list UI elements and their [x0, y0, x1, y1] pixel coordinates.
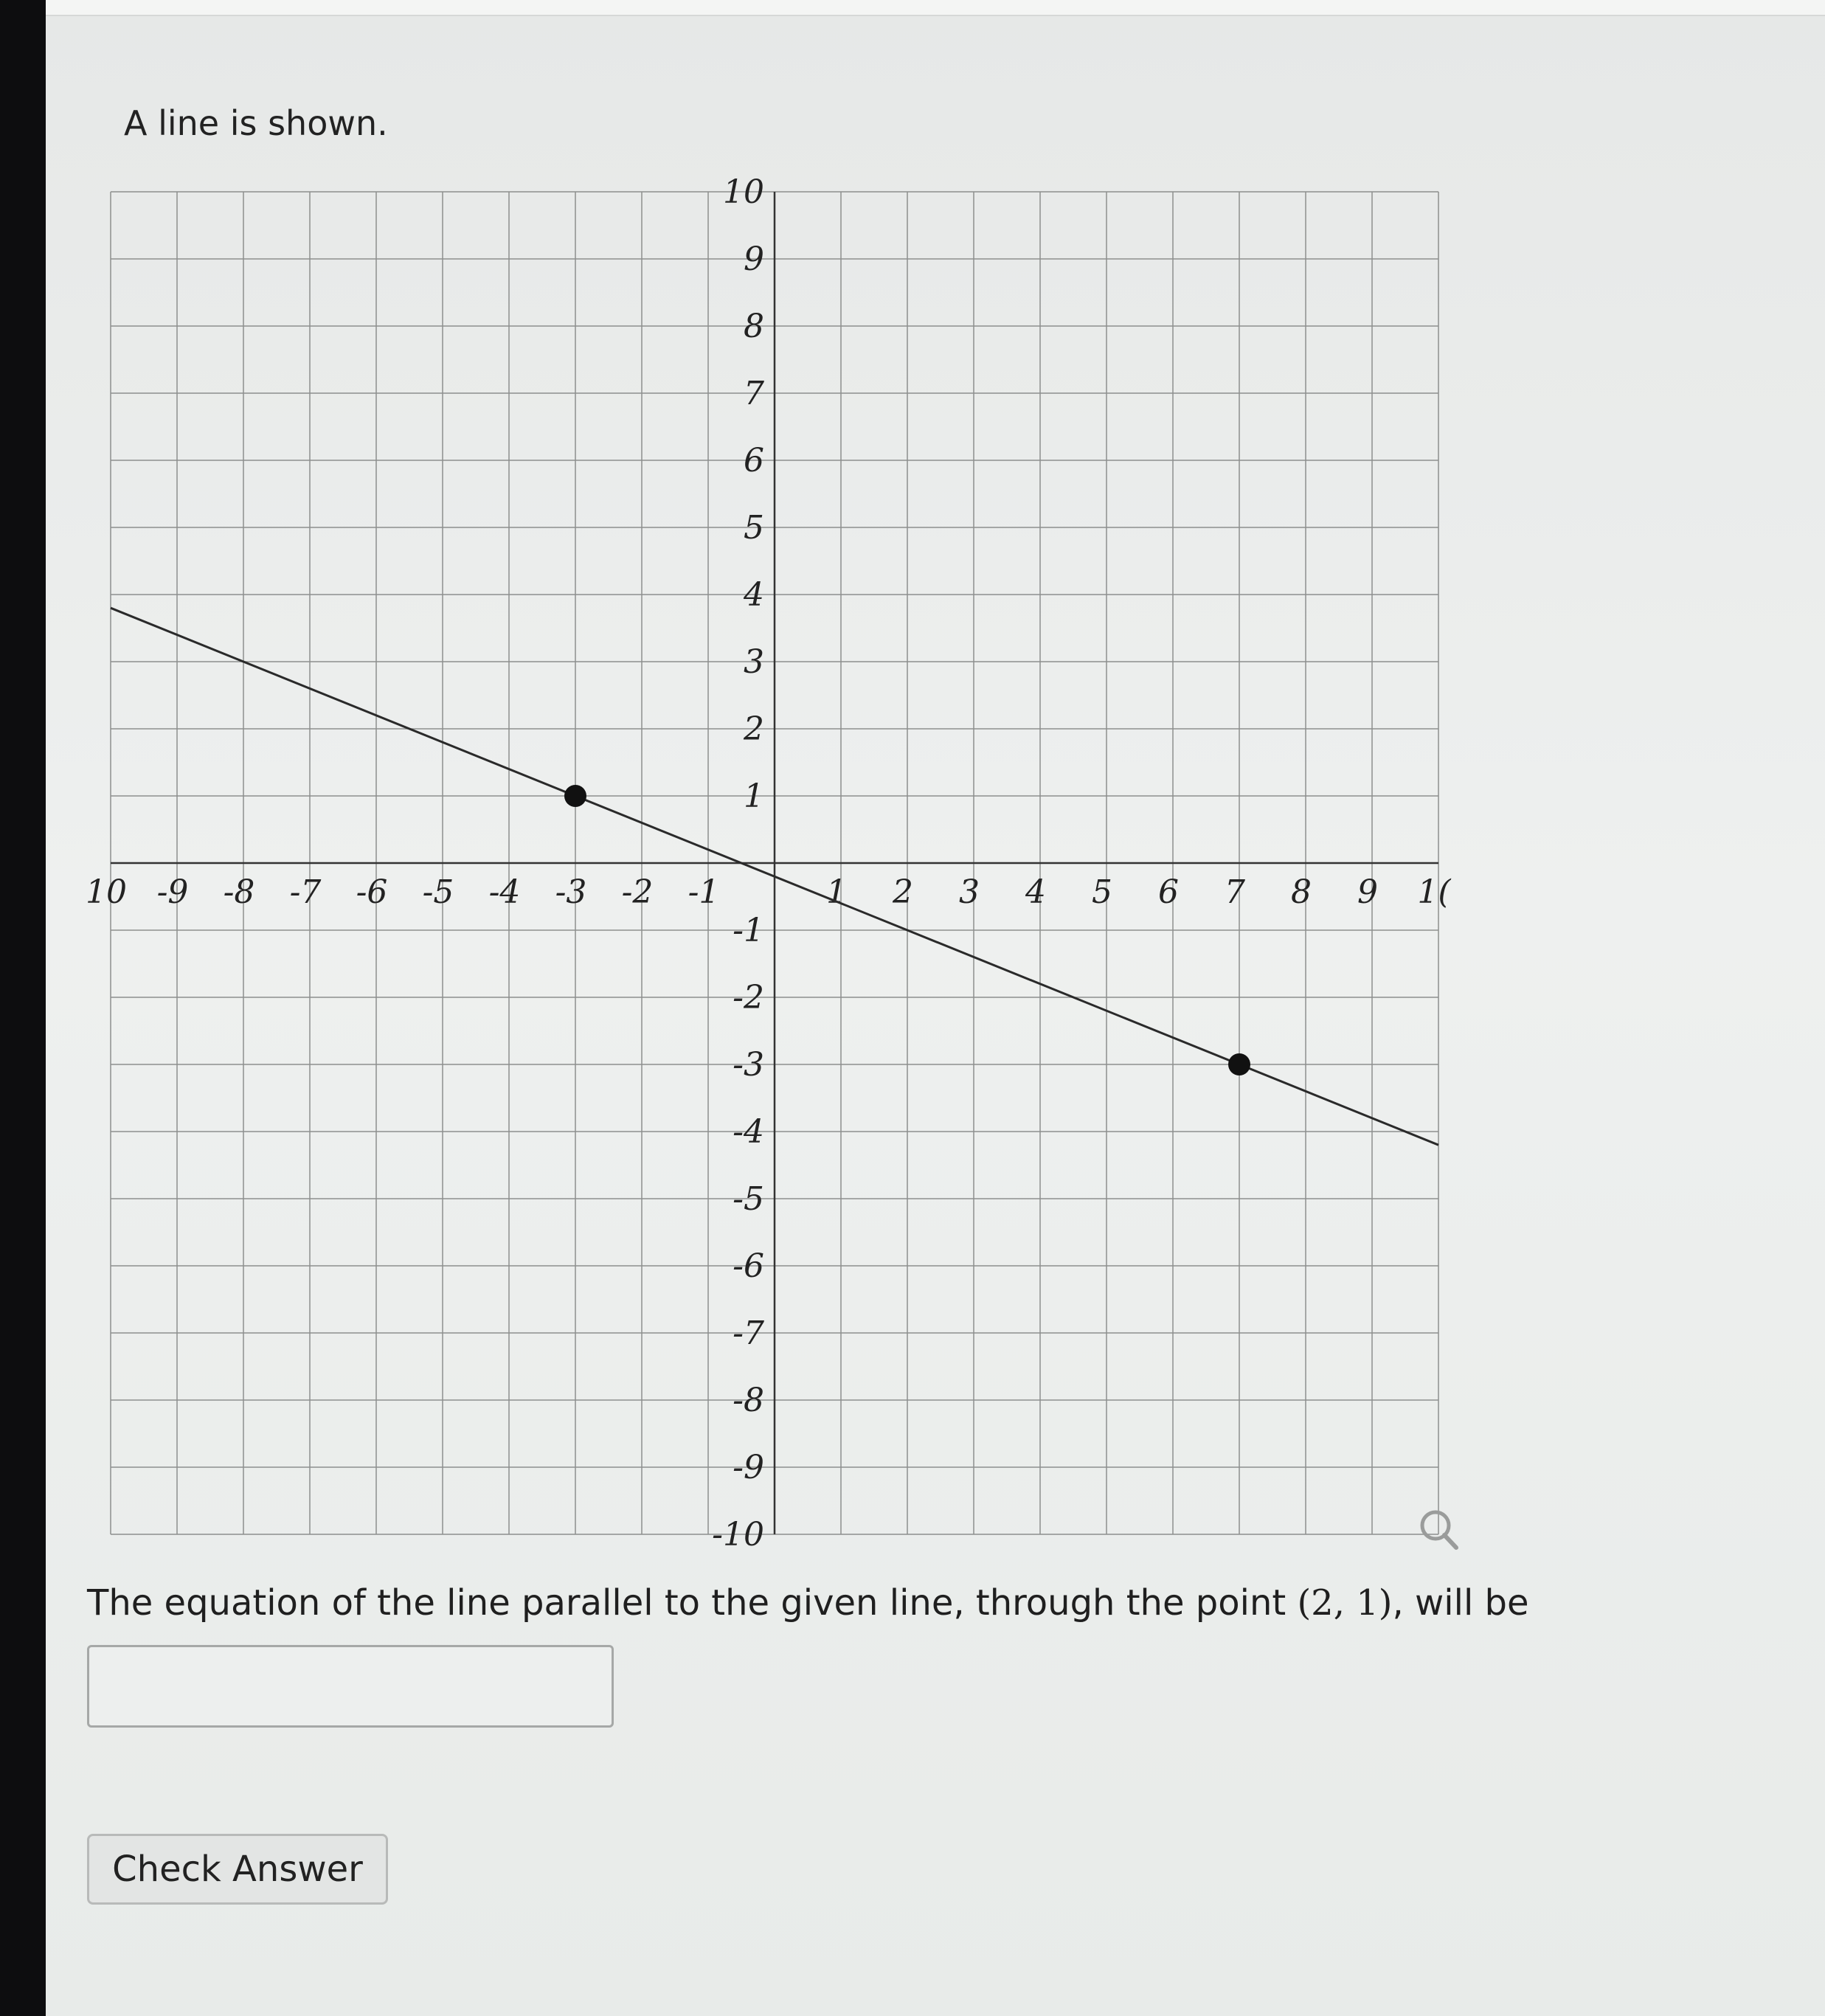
x-tick-label: -9 [156, 873, 189, 911]
y-tick-label: 9 [744, 240, 764, 278]
y-tick-label: -7 [733, 1314, 764, 1352]
x-tick-label: 10 [86, 873, 127, 911]
x-tick-label: -2 [621, 873, 654, 911]
question-point: (2, 1) [1297, 1582, 1393, 1624]
x-tick-label: 4 [1025, 873, 1046, 911]
x-tick-label: 3 [959, 873, 980, 911]
magnifier-handle [1444, 1535, 1456, 1548]
y-tick-label: 8 [744, 308, 764, 345]
y-tick-label: -6 [733, 1247, 764, 1285]
data-point [1228, 1053, 1250, 1075]
x-tick-label: 5 [1092, 873, 1112, 911]
x-tick-label: 8 [1291, 873, 1312, 911]
y-tick-label: -1 [733, 912, 764, 949]
x-tick-label: 6 [1158, 873, 1179, 911]
prompt-text: A line is shown. [124, 103, 388, 143]
y-tick-label: -8 [733, 1382, 764, 1419]
y-tick-label: -4 [733, 1113, 764, 1151]
x-tick-label: -4 [488, 873, 521, 911]
question-text-after: , will be [1392, 1582, 1529, 1624]
y-tick-label: -10 [712, 1516, 764, 1553]
x-tick-label: -3 [555, 873, 587, 911]
y-tick-label: 2 [744, 710, 764, 748]
y-tick-label: -2 [733, 979, 764, 1016]
y-tick-label: -5 [733, 1180, 764, 1218]
x-tick-label: -6 [356, 873, 388, 911]
y-tick-label: -9 [733, 1449, 764, 1486]
y-tick-label: 4 [744, 576, 764, 614]
x-tick-label: 7 [1225, 873, 1245, 911]
y-tick-label: 1 [744, 777, 764, 815]
y-tick-label: -3 [733, 1046, 764, 1084]
coordinate-graph[interactable] [81, 177, 1468, 1564]
y-tick-label: 10 [723, 177, 764, 211]
x-tick-label: 2 [893, 873, 913, 911]
y-tick-label: 7 [744, 375, 764, 412]
y-tick-label: 3 [744, 643, 764, 681]
answer-input[interactable] [87, 1645, 614, 1728]
question-text [87, 1582, 1529, 1624]
x-tick-label: -7 [289, 873, 322, 911]
check-answer-button[interactable]: Check Answer [87, 1834, 388, 1905]
tick-labels [86, 177, 1451, 1553]
y-tick-label: 5 [744, 509, 764, 547]
data-point [564, 785, 586, 807]
x-tick-label: 1 [826, 873, 847, 911]
x-tick-label: 9 [1357, 873, 1378, 911]
y-tick-label: 6 [744, 442, 764, 479]
magnifier-icon[interactable] [1422, 1512, 1456, 1548]
x-tick-label: -8 [223, 873, 255, 911]
top-strip [46, 0, 1825, 16]
x-tick-label: -5 [422, 873, 454, 911]
x-tick-label: -1 [688, 873, 720, 911]
question-text-before: The equation of the line parallel to the given line, through the point [87, 1582, 1286, 1624]
x-tick-label: 1( [1417, 873, 1451, 911]
device-bezel [0, 0, 46, 2016]
